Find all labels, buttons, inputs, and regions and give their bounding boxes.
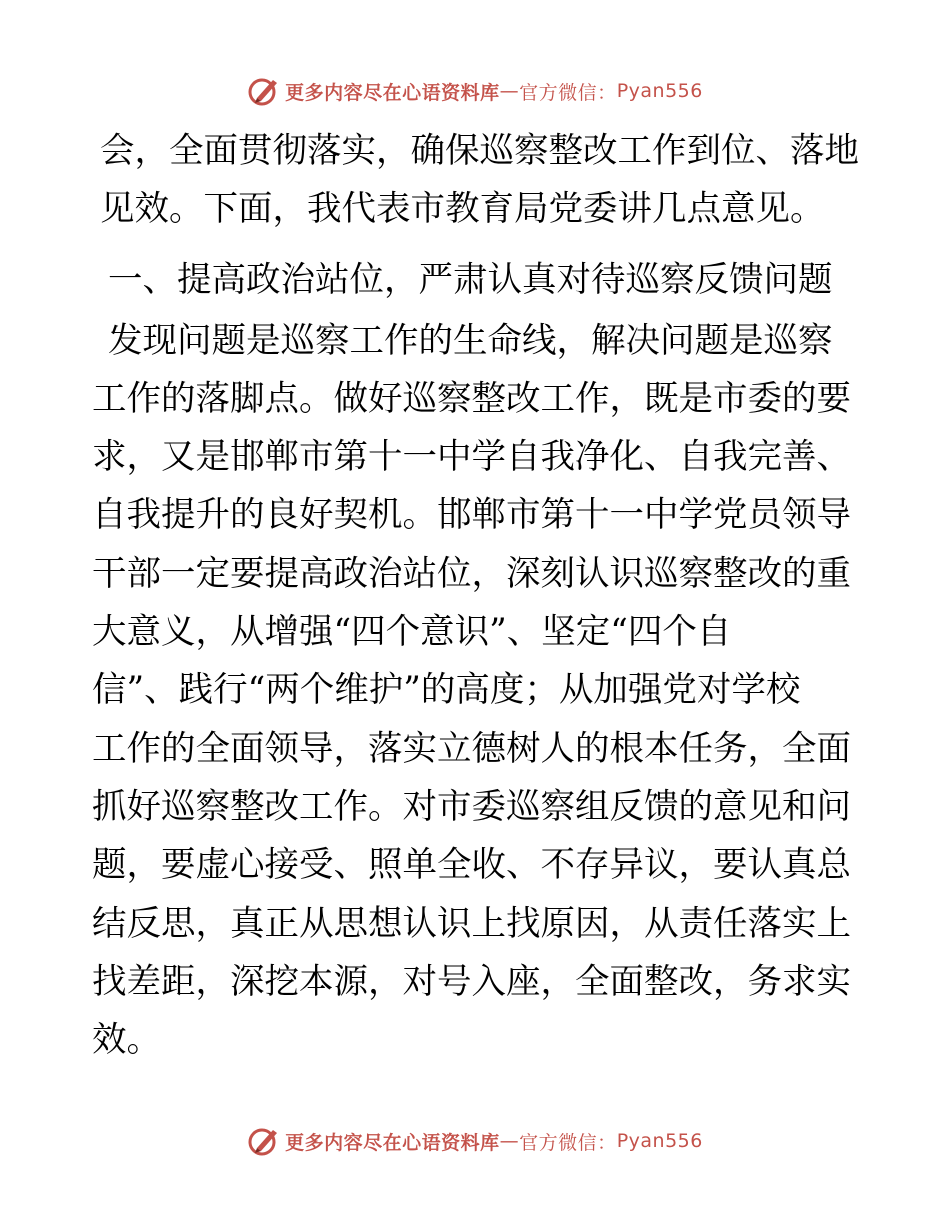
watermark-main-text: 更多内容尽在心语资料库 xyxy=(285,1131,500,1154)
body-paragraph xyxy=(92,312,855,1070)
text-line: 题，要虚心接受、照单全收、不存异议，要认真总 xyxy=(92,845,851,886)
text-line: 工作的全面领导，落实立德树人的根本任务，全面 xyxy=(92,728,851,769)
watermark-id: Pyan556 xyxy=(616,1130,703,1152)
text-line: 效。 xyxy=(92,1020,161,1061)
footer-watermark xyxy=(0,1124,950,1158)
intro-paragraph xyxy=(100,122,859,239)
text-line: 工作的落脚点。做好巡察整改工作，既是市委的要 xyxy=(92,378,851,419)
pen-logo-icon xyxy=(247,1124,281,1158)
text-line: 干部一定要提高政治站位，深刻认识巡察整改的重 xyxy=(92,553,851,594)
text-line: 抓好巡察整改工作。对市委巡察组反馈的意见和问 xyxy=(92,786,851,827)
text-line: 求，又是邯郸市第十一中学自我净化、自我完善、 xyxy=(92,437,851,478)
text-line: 会，全面贯彻落实，确保巡察整改工作到位、落地 xyxy=(100,131,859,171)
document-body xyxy=(92,122,859,1069)
watermark-separator: — xyxy=(499,1130,520,1152)
text-line: 找差距，深挖本源，对号入座，全面整改，务求实 xyxy=(92,961,851,1002)
text-line: 发现问题是巡察工作的生命线，解决问题是巡察 xyxy=(108,320,833,361)
heading-text: 一、提高政治站位，严肃认真对待巡察反馈问题 xyxy=(108,259,833,300)
watermark-separator: — xyxy=(499,80,520,102)
watermark-label: 官方微信： xyxy=(519,1131,617,1154)
text-line: 大意义，从增强“四个意识”、坚定“四个自 xyxy=(92,612,732,653)
pen-logo-icon xyxy=(247,74,281,108)
text-line: 自我提升的良好契机。邯郸市第十一中学党员领导 xyxy=(92,495,851,536)
header-watermark xyxy=(0,74,950,108)
text-line: 见效。下面，我代表市教育局党委讲几点意见。 xyxy=(100,189,825,230)
text-line: 结反思，真正从思想认识上找原因，从责任落实上 xyxy=(92,903,851,944)
text-line: 信”、践行“两个维护”的高度；从加强党对学校 xyxy=(92,670,801,711)
watermark-label: 官方微信： xyxy=(519,81,617,104)
watermark-id: Pyan556 xyxy=(616,80,703,102)
section-heading xyxy=(100,240,855,320)
watermark-main-text: 更多内容尽在心语资料库 xyxy=(285,81,500,104)
